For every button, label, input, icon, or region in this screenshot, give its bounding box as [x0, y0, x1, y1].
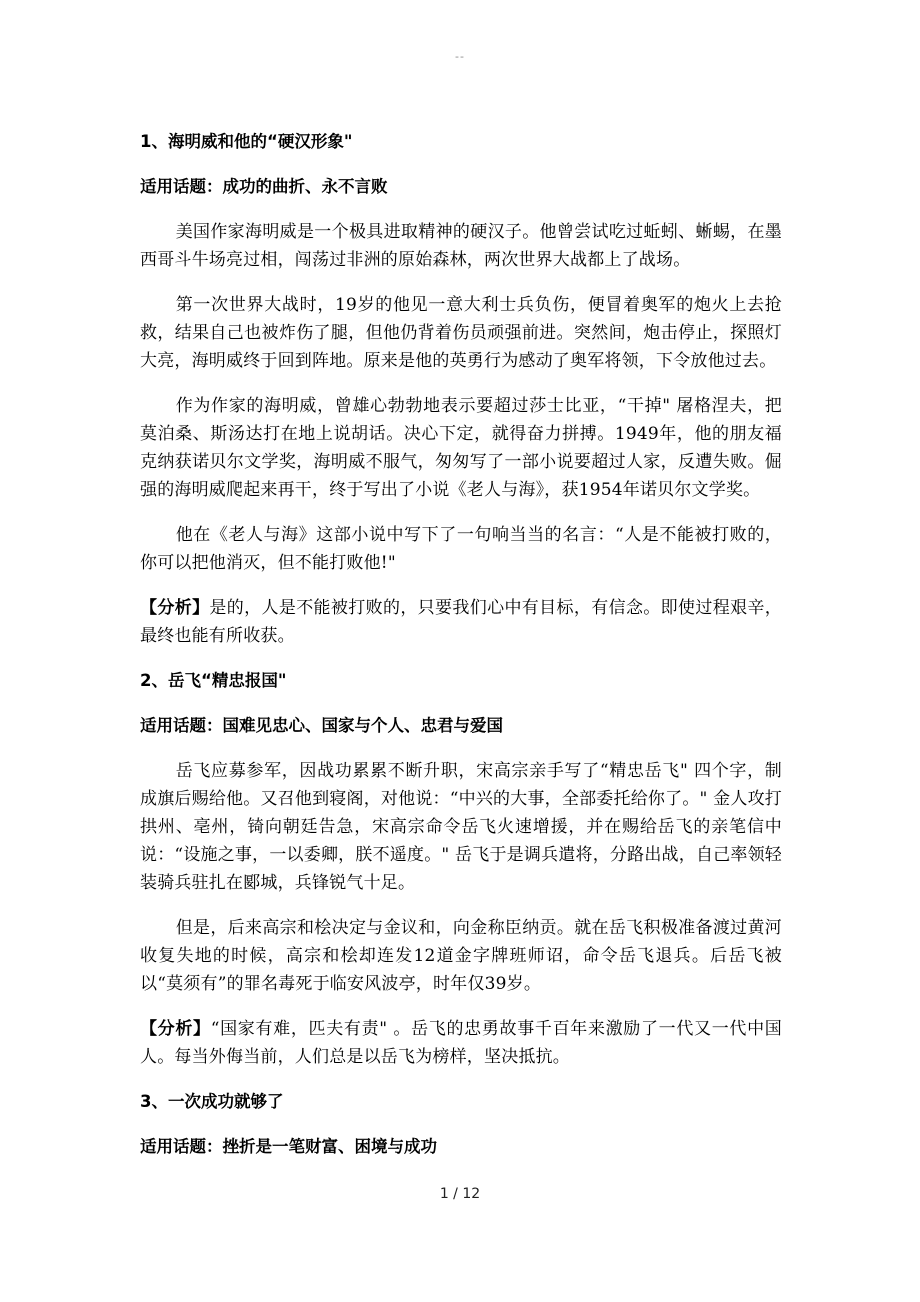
section-topic: 适用话题：挫折是一笔财富、困境与成功: [140, 1137, 437, 1156]
section-heading: 2、岳飞“精忠报国": [140, 671, 287, 690]
paragraph: 作为作家的海明威，曾雄心勃勃地表示要超过莎士比亚，“干掉" 屠格涅夫，把莫泊桑、斯汤达打在地上说胡话。决心下定，就得奋力拼搏。1949年，他的朋友福克纳获诺贝尔文学奖，海明威不服气，匆匆写了一部小说要超过人家，反遭失败。倔强的海明威爬起来再干，终于写出了小说《老人与海》，获1954年诺贝尔文学奖。: [140, 396, 782, 500]
paragraph: 但是，后来高宗和桧决定与金议和，向金称臣纳贡。就在岳飞积极准备渡过黄河收复失地的时候，高宗和桧却连发12道金字牌班师诏，命令岳飞退兵。后岳飞被以“莫须有”的罪名毒死于临安风波亭，时年仅39岁。: [140, 918, 782, 994]
analysis-tag: 【分析】: [140, 1019, 211, 1039]
paragraph: 美国作家海明威是一个极具进取精神的硬汉子。他曾尝试吃过蚯蚓、蜥蜴，在墨西哥斗牛场亮过相，闯荡过非洲的原始森林，两次世界大战都上了战场。: [140, 222, 782, 270]
paragraph: 岳飞应募参军，因战功累累不断升职，宋高宗亲手写了“精忠岳飞" 四个字，制成旗后赐给他。又召他到寝阁，对他说：“中兴的大事，全部委托给你了。" 金人攻打拱州、亳州，锜向朝廷告急，宋高宗命令岳飞火速增援，并在赐给岳飞的亲笔信中说：“设施之事，一以委卿，朕不遥度。" 岳飞于是调兵遣将，分路出战，自己率领轻装骑兵驻扎在郾城，兵锋锐气十足。: [140, 761, 782, 893]
analysis-paragraph: [140, 1015, 782, 1071]
section-1: [140, 128, 782, 650]
section-topic: 适用话题：成功的曲折、永不言败: [140, 177, 388, 196]
analysis-paragraph: [140, 594, 782, 650]
paragraph: 他在《老人与海》这部小说中写下了一句响当当的名言：“人是不能被打败的，你可以把他消灭，但不能打败他!": [140, 525, 782, 573]
section-heading: 3、一次成功就够了: [140, 1092, 284, 1111]
paragraph: 第一次世界大战时，19岁的他见一意大利士兵负伤，便冒着奥军的炮火上去抢救，结果自己也被炸伤了腿，但他仍背着伤员顽强前进。突然间，炮击停止，探照灯大亮，海明威终于回到阵地。原来是他的英勇行为感动了奥军将领，下令放他过去。: [140, 295, 782, 371]
section-3: [140, 1088, 782, 1161]
section-heading: 1、海明威和他的“硬汉形象": [140, 132, 353, 151]
header-mark: --: [455, 50, 465, 63]
document-body: [140, 128, 782, 1178]
analysis-text: “国家有难，匹夫有责" 。岳飞的忠勇故事千百年来激励了一代又一代中国人。每当外侮当前，人们总是以岳飞为榜样，坚决抵抗。: [140, 1019, 782, 1067]
analysis-tag: 【分析】: [140, 598, 210, 618]
page-number: 1 / 12: [439, 1186, 481, 1202]
section-2: [140, 667, 782, 1071]
analysis-text: 是的，人是不能被打败的，只要我们心中有目标，有信念。即使过程艰辛，最终也能有所收获。: [140, 598, 782, 646]
section-topic: 适用话题：国难见忠心、国家与个人、忠君与爱国: [140, 716, 503, 735]
